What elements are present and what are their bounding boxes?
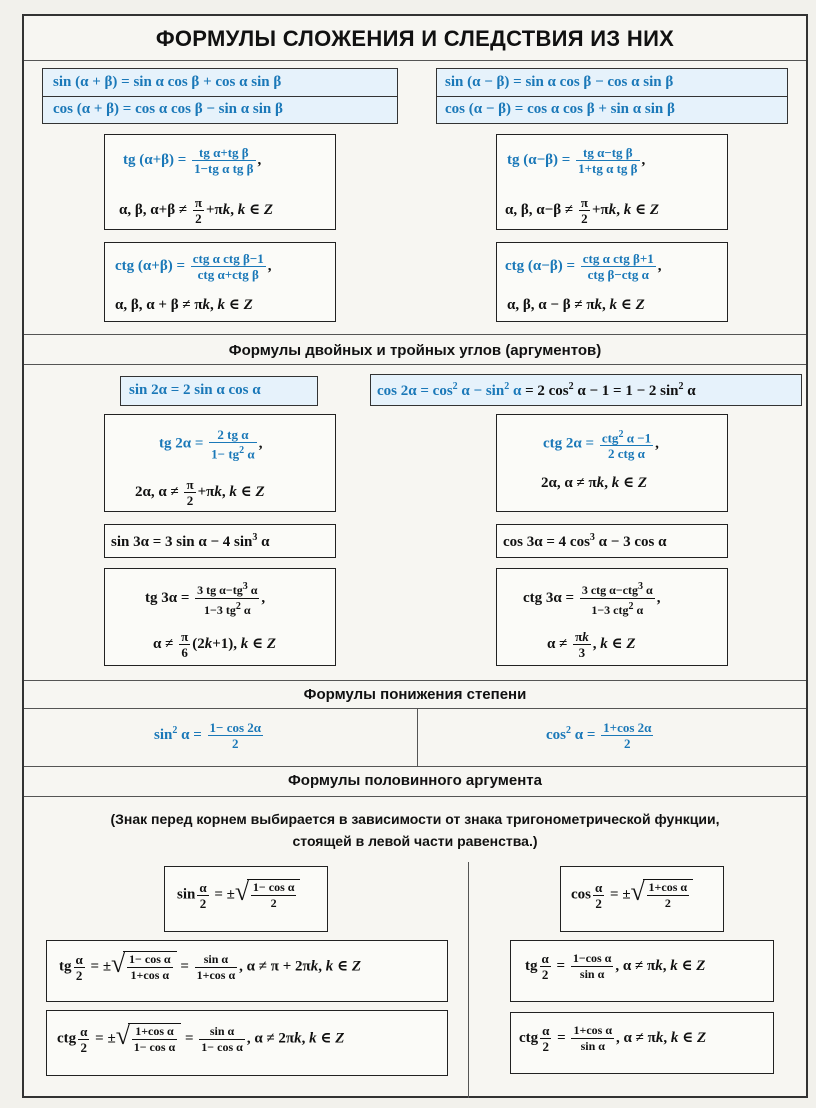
tg-half-formula: tg $\frac{\alpha}{2}$ = ± √ $\frac{\text{1− cos α}}{\text{1+cos α}}$ = $\frac{\text{sin α}}{\text{1+cos α}}$ , α ≠ π + 2πk, k ∈ Z	[59, 949, 362, 983]
ctg-half-box	[46, 1010, 448, 1076]
sin-half-formula: sin $\frac{\alpha}{2}$ = ± √ $\frac{\text{1− cos α}}{2}$	[177, 879, 300, 911]
section-double-triple: Формулы двойных и тройных углов (аргументов)	[228, 342, 602, 359]
divider	[24, 60, 806, 61]
ctg2-box	[496, 414, 728, 512]
cos-plus-formula: cos (α + β) = cos α cos β − sin α sin β	[53, 101, 283, 117]
tg-half-right-box	[510, 940, 774, 1002]
sin-minus-formula: sin (α − β) = sin α cos β − cos α sin β	[445, 74, 674, 90]
tg3-condition: α ≠ $\frac{\pi}{6}$ (2k+1), k ∈ Z	[153, 629, 277, 660]
tg-minus-formula: tg (α−β) = $\frac{\text{tg α−tg β}}{\text{1+tg α tg β}}$ ,	[507, 145, 646, 176]
half-note-line1: (Знак перед корнем выбирается в зависимости от знака тригонометрической функции,	[110, 811, 720, 827]
ctg3-box	[496, 568, 728, 666]
formula-sheet	[22, 14, 808, 1098]
ctg3-condition: α ≠ $\frac{\pi k}{3}$ , k ∈ Z	[547, 629, 636, 660]
sin-sq-lowering: $\sin^2 \alpha$ = $\frac{1- \cos 2\alpha}{2}$	[154, 720, 262, 751]
sin2-box	[120, 376, 318, 406]
ctg-plus-formula: ctg (α+β) = $\frac{\text{ctg α ctg β−1}}{\text{ctg α+ctg β}}$ ,	[115, 251, 272, 282]
tg-half-box	[46, 940, 448, 1002]
sin3-formula: sin 3α = 3 sin α − 4 $\sin^3 \alpha$	[111, 532, 270, 550]
section-half: Формулы половинного аргумента	[287, 772, 542, 789]
ctg3-formula: ctg 3α = $\frac{3 ctg \alpha-ctg^3 \alpha}{1-3 ctg^2 \alpha}$ ,	[523, 581, 661, 617]
tg-plus-formula: tg (α+β) = $\frac{\text{tg α+tg β}}{\text{1−tg α tg β}}$ ,	[123, 145, 262, 176]
sin3-box	[104, 524, 336, 558]
cos2-box	[370, 374, 802, 406]
cos-half-box	[560, 866, 724, 932]
ctg-minus-box	[496, 242, 728, 322]
tg3-formula: tg 3α = $\frac{3 tg \alpha-tg^3 \alpha}{1-3 tg^2 \alpha}$ ,	[145, 581, 266, 617]
section-lowering: Формулы понижения степени	[303, 686, 527, 703]
cos-minus-formula: cos (α − β) = cos α cos β + sin α sin β	[445, 101, 675, 117]
tg-plus-box	[104, 134, 336, 230]
half-note-line2: стоящей в левой части равенства.)	[292, 833, 538, 849]
ctg2-formula: ctg 2α = $\frac{ctg^2 \alpha -1}{\text{2 ctg α}}$ ,	[543, 429, 659, 462]
sin-cos-plus-box	[42, 68, 398, 124]
ctg-half-right-formula: ctg $\frac{\alpha}{2}$ = $\frac{\text{1+cos α}}{\text{sin α}}$ , α ≠ πk, k ∈ Z	[519, 1023, 707, 1054]
cos-half-formula: cos $\frac{\alpha}{2}$ = ± √ $\frac{\text{1+cos α}}{2}$	[571, 879, 693, 911]
tg-minus-condition: α, β, α−β ≠ $\frac{\pi}{2}$ +πk, k ∈ Z	[505, 195, 660, 226]
ctg2-condition: 2α, α ≠ πk, k ∈ Z	[541, 475, 647, 491]
cos-sq-lowering: $\cos^2 \alpha$ = $\frac{1+\cos 2\alpha}{2}$	[546, 720, 652, 751]
tg-half-right-formula: tg $\frac{\alpha}{2}$ = $\frac{\text{1−cos α}}{\text{sin α}}$ , α ≠ πk, k ∈ Z	[525, 951, 706, 982]
tg3-box	[104, 568, 336, 666]
tg-plus-condition: α, β, α+β ≠ $\frac{\pi}{2}$ +πk, k ∈ Z	[119, 195, 274, 226]
ctg-plus-box	[104, 242, 336, 322]
ctg-minus-condition: α, β, α − β ≠ πk, k ∈ Z	[507, 297, 645, 313]
sin-plus-formula: sin (α + β) = sin α cos β + cos α sin β	[53, 74, 282, 90]
tg2-condition: 2α, α ≠ $\frac{\pi}{2}$ +πk, k ∈ Z	[135, 477, 265, 508]
cos3-formula: cos 3α = 4 $\cos^3 \alpha - 3$ cos α	[503, 532, 667, 550]
tg2-box	[104, 414, 336, 512]
ctg-half-formula: ctg $\frac{\alpha}{2}$ = ± √ $\frac{\text{1+cos α}}{\text{1− cos α}}$ = $\frac{\text{sin α}}{\text{1− cos α}}$ , α ≠ 2πk, k ∈ Z	[57, 1021, 345, 1055]
ctg-minus-formula: ctg (α−β) = $\frac{\text{ctg α ctg β+1}}{\text{ctg β−ctg α}}$ ,	[505, 251, 662, 282]
ctg-plus-condition: α, β, α + β ≠ πk, k ∈ Z	[115, 297, 253, 313]
page-title: ФОРМУЛЫ СЛОЖЕНИЯ И СЛЕДСТВИЯ ИЗ НИХ	[155, 26, 675, 51]
cos3-box	[496, 524, 728, 558]
tg-minus-box	[496, 134, 728, 230]
cos2-formula: $\cos 2\alpha = \cos^2 \alpha - \sin^2 \alpha = 2$ $\cos^2 \alpha - 1 = 1 - 2$ $\sin^2 \alpha$	[377, 381, 696, 399]
ctg-half-right-box	[510, 1012, 774, 1074]
sin2-formula: sin 2α = 2 sin α cos α	[129, 382, 261, 398]
sin-cos-minus-box	[436, 68, 788, 124]
sin-half-box	[164, 866, 328, 932]
tg2-formula: tg 2α = $\frac{\text{2 tg α}}{1- tg^2 \alpha}$ ,	[159, 427, 263, 462]
